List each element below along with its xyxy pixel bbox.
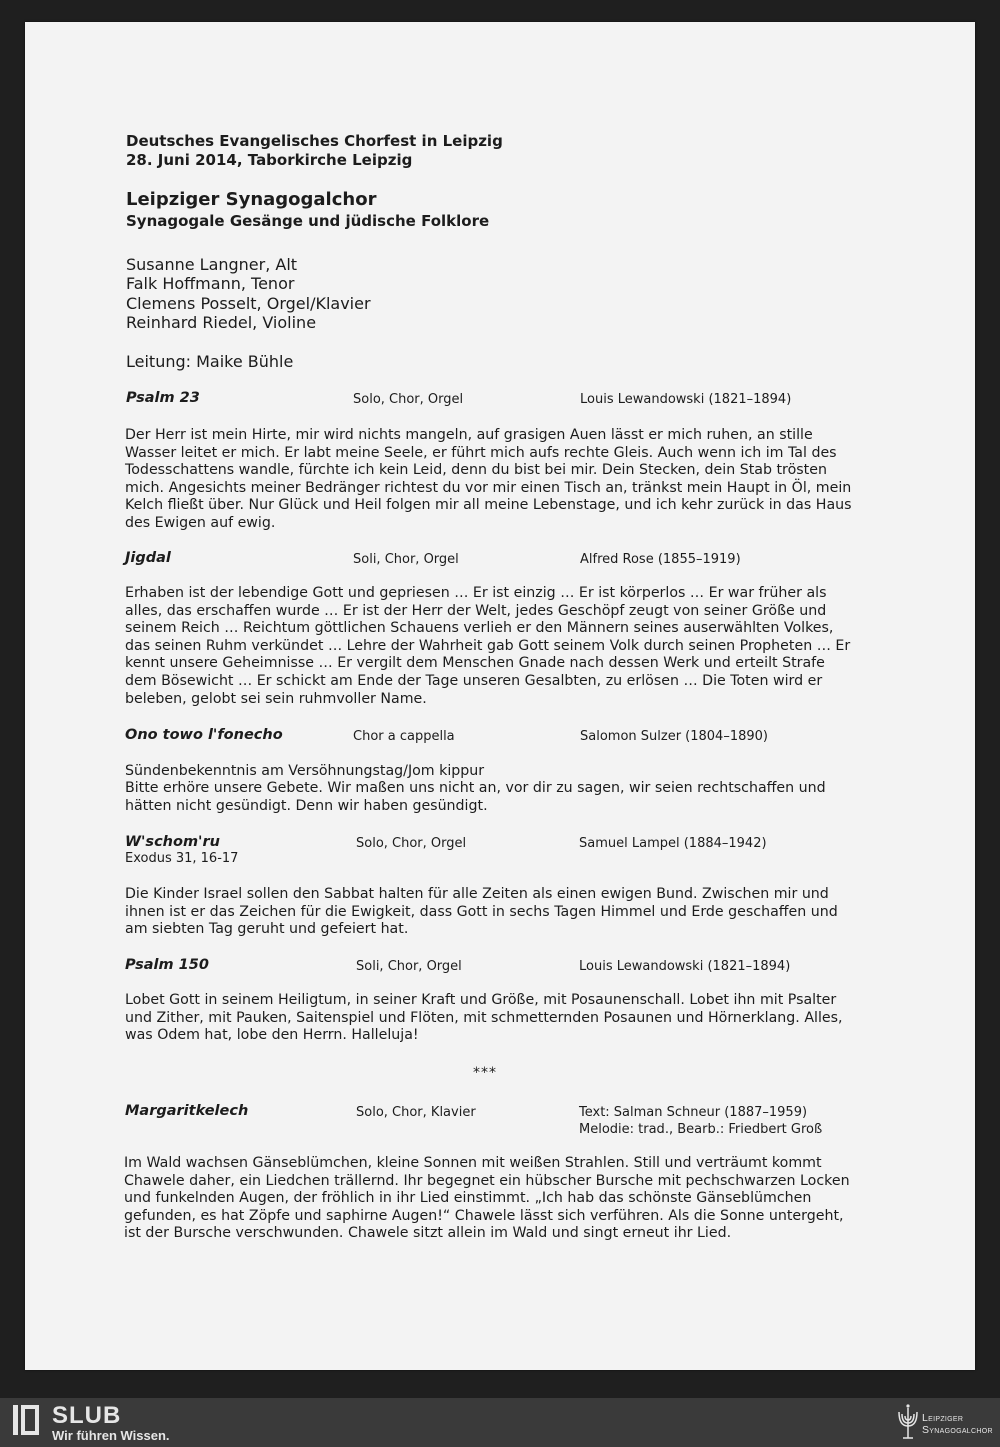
event-date-venue: 28. Juni 2014, Taborkirche Leipzig (126, 151, 413, 169)
piece-composer: Samuel Lampel (1884–1942) (579, 836, 767, 851)
piece-scoring: Solo, Chor, Orgel (356, 836, 467, 851)
program-page (25, 22, 975, 1370)
piece-composer: Alfred Rose (1855–1919) (580, 552, 741, 567)
piece-text: Lobet Gott in seinem Heiligtum, in seiner Kraft und Größe, mit Posaunenschall. Lobet ihn mit Psalter und Zither, mit Pauken, Saitenspiel und Flöten, mit schmetternden Posaunen und Hörnerklang. Alles, was Odem hat, lobe den Herrn. Halleluja! (125, 992, 843, 1044)
slub-name: SLUB (52, 1402, 122, 1429)
piece-scoring: Chor a cappella (353, 729, 455, 744)
piece-reference: Exodus 31, 16-17 (125, 851, 239, 866)
menorah-icon (896, 1402, 920, 1442)
piece-subtext: Sündenbekenntnis am Versöhnungstag/Jom kippur (125, 763, 485, 779)
performer: Susanne Langner, Alt (126, 255, 298, 274)
choir-subtitle: Synagogale Gesänge und jüdische Folklore (126, 212, 490, 230)
piece-text: Bitte erhöre unsere Gebete. Wir maßen uns nicht an, vor dir zu sagen, wir seien rechtschaffen und hätten nicht gesündigt. Denn wir haben gesündigt. (125, 780, 826, 814)
performer: Falk Hoffmann, Tenor (126, 274, 295, 293)
piece-title: Margaritkelech (125, 1103, 249, 1119)
choir-name: Leipziger Synagogalchor (126, 189, 377, 210)
conductor: Leitung: Maike Bühle (126, 352, 294, 371)
piece-text: Im Wald wachsen Gänseblümchen, kleine Sonnen mit weißen Strahlen. Still und verträumt kommt Chawele daher, ein Liedchen trällernd. Ihr begegnet ein hübscher Bursche mit pechschwarzen Locken und funkelnden Augen, der fröhlich in ihr Lied einstimmt. „Ich hab das schönste Gänseblümchen gefunden, es hat Zöpfe und saphirne Augen!“ Chawele lässt sich verführen. Als die Sonne untergeht, ist der Bursche verschwunden. Chawele sitzt allein im Wald und singt erneut ihr Lied. (124, 1155, 850, 1242)
partner-name-line2: Synagogalchor (922, 1424, 993, 1436)
piece-composer: Salomon Sulzer (1804–1890) (580, 729, 768, 744)
piece-text-author: Text: Salman Schneur (1887–1959) (579, 1105, 808, 1120)
piece-scoring: Soli, Chor, Orgel (356, 959, 462, 974)
piece-title: Psalm 150 (125, 957, 209, 973)
piece-text: Die Kinder Israel sollen den Sabbat halten für alle Zeiten als einen ewigen Bund. Zwischen mir und ihnen ist er das Zeichen für die Ewigkeit, dass Gott in sechs Tagen Himmel und Erde geschaffen und am siebten Tag geruht und gefeiert hat. (125, 886, 838, 938)
piece-text: Der Herr ist mein Hirte, mir wird nichts mangeln, auf grasigen Auen lässt er mich ruhen, an stille Wasser leitet er mich. Er labt meine Seele, er führt mich aufs rechte Gleis. Auch wenn ich im Tal des Todesschattens wandle, fürchte ich kein Leid, denn du bist bei mir. Dein Stecken, dein Stab trösten mich. Angesichts meiner Bedränger richtest du vor mir einen Tisch an, tränkst mein Haupt in Öl, mein Kelch fließt über. Nur Glück und Heil folgen mir all meine Lebenstage, und ich kehr zurück in das Haus des Ewigen auf ewig. (125, 427, 852, 531)
piece-scoring: Soli, Chor, Orgel (353, 552, 459, 567)
performer: Reinhard Riedel, Violine (126, 313, 317, 332)
partner-name (922, 1412, 993, 1436)
slub-logo-icon (13, 1405, 39, 1435)
piece-title: Ono towo l'fonecho (125, 727, 283, 743)
footer-bar (0, 1398, 1000, 1447)
piece-scoring: Solo, Chor, Klavier (356, 1105, 476, 1120)
performer: Clemens Posselt, Orgel/Klavier (126, 294, 371, 313)
slub-claim: Wir führen Wissen. (52, 1428, 170, 1443)
piece-melody-credit: Melodie: trad., Bearb.: Friedbert Groß (579, 1122, 823, 1137)
partner-name-line1: Leipziger (922, 1412, 964, 1424)
piece-scoring: Solo, Chor, Orgel (353, 392, 464, 407)
event-title: Deutsches Evangelisches Chorfest in Leipzig (126, 132, 503, 150)
piece-composer: Louis Lewandowski (1821–1894) (580, 392, 792, 407)
piece-title: Psalm 23 (126, 390, 200, 406)
piece-composer: Louis Lewandowski (1821–1894) (579, 959, 791, 974)
piece-text: Erhaben ist der lebendige Gott und gepriesen … Er ist einzig … Er ist körperlos … Er war früher als alles, das erschaffen wurde … Er ist der Herr der Welt, jedes Geschöpf zeugt von seiner Größe und seinem Reich … Reichtum göttlichen Schauens verlieh er den Männern seines auserwählten Volkes, das seinen Ruhm verkündet … Lehre der Wahrheit gab Gott seinem Volk durch seinen Propheten … Er kennt unsere Geheimnisse … Er vergilt dem Menschen Gnade nach dessen Werk und erteilt Strafe dem Bösewicht … Er schickt am Ende der Tage unseren Gesalbten, zu erlösen … Die Toten wird er beleben, gelobt sei sein ruhmvoller Name. (125, 585, 851, 707)
piece-title: Jigdal (125, 550, 171, 566)
piece-title: W'schom'ru (125, 834, 220, 850)
section-separator: *** (473, 1065, 497, 1081)
